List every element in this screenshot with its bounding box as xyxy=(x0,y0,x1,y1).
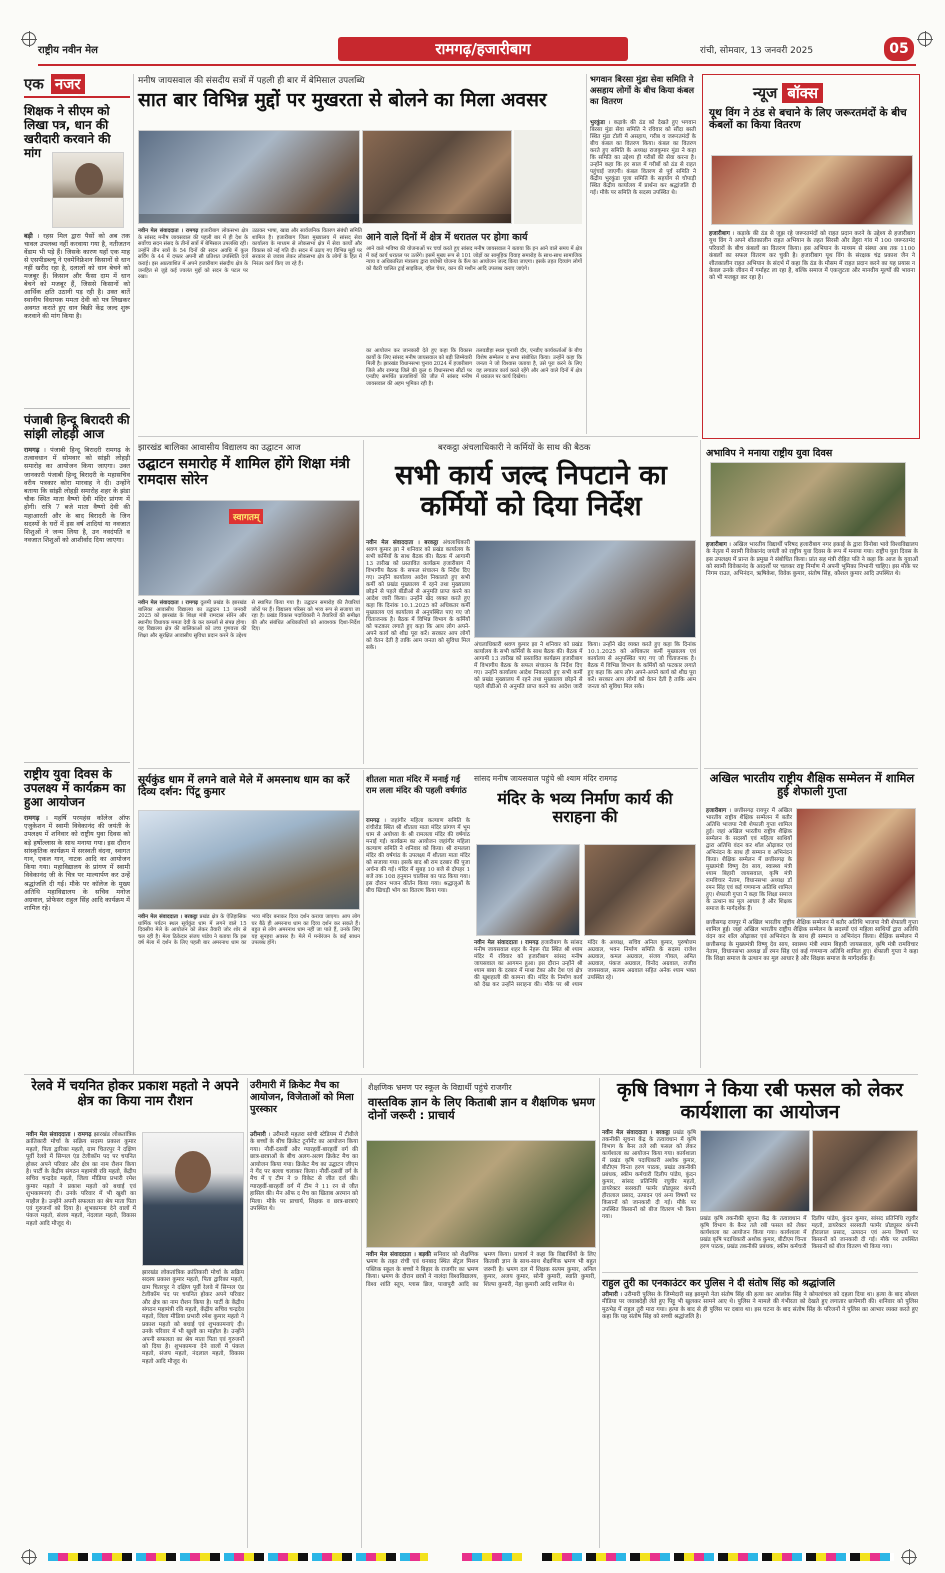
page-number: 05 xyxy=(884,37,914,61)
shaikshik-text-cont: छत्तीसगढ़ रायपुर में अखिल भारतीय राष्ट्रीय शैक्षिक सम्मेलन में बतौर अतिथि भाजपा नेत्री शेफाली गुप्ता शामिल हुई। जहां अखिल भारतीय राष्ट्रीय शैक्षिक सम्मेलन के सदस्यों एवं महिला साथियों द्वारा अतिथि वंदन कर शॉल ओढ़ाकर एवं अभिनंदन के साथ ही सम्मान व अभिनंदन किया। शैक्षिक सम्मेलन में छत्तीसगढ़ के मुख्यमंत्री विष्णु देव साय, स्वास्थ्य मंत्री श्याम बिहारी जायसवाल, कृषि मंत्री रामविचार नेताम, विधानसभा अध्यक्ष डॉ रमन सिंह एवं कई गणमान्य अतिथि शामिल हुए। शेफाली गुप्ता ने कहा कि शिक्षा समाज के उत्थान का मूल आधार है और शिक्षक समाज के मार्गदर्शक हैं। xyxy=(706,920,918,963)
bhraman-text: सनिवार को शैक्षणिक भ्रमण के तहत रांची एवं धनबाद स्थित सेंट्रल मिशन पब्लिक स्कूल के बच्चों ने बिहार के राजगीर का भ्रमण किया। भ्रमण के दौरान छात्रों ने नालंदा विश्वविद्यालय, विश्व शांति स्तूप, ग्लास ब्रिज, पावापुरी आदि का भ्रमण किया। प्राचार्य ने कहा कि विद्यार्थियों के लिए किताबी ज्ञान के साथ-साथ शैक्षणिक भ्रमण भी बहुत जरूरी है। भ्रमण दल में शिक्षक सत्यम कुमार, अनिल कुमार, अजय कुमार, सोनी कुमारी, स्वाति कुमारी, शिल्पा कुमारी, नेहा कुमारी आदि शामिल थे। xyxy=(366,1252,596,1288)
lead-col-2 xyxy=(252,228,362,428)
bhraman-byline: नवीन मेल संवाददाता । बड़की xyxy=(366,1252,431,1258)
news-box xyxy=(702,74,920,439)
cricket-place: उरीमारी xyxy=(250,1132,266,1138)
news-box-text: कड़ाके की ठंड से जूझ रहे जरूरतमंदों को राहत प्रदान करने के उद्देश्य से हजारीबाग यूथ विंग ने अपने शीतकालीन राहत अभियान के तहत सिरसी और डेंहुरा गांव में 100 जरूरतमंद परिवारों के बीच कंबलों का वितरण किया। इस अभियान के माध्यम से संस्था अब तक 1100 कंबलों का सफल वितरण कर चुकी है। हजारीबाग यूथ विंग के संरक्षक चंद्र प्रकाश जैन ने शीतकालीन राहत अभियान के संदर्भ में कहा कि ठंड के मौसम में राहत प्रदान करने का यह प्रयास न केवल उनके जीवन में गर्माहट ला रहा है, बल्कि समाज में एकजुटता और मानवीय मूल्यों की भावना को भी मजबूत कर रहा है। xyxy=(709,231,915,282)
krishi-col-1 xyxy=(602,1130,696,1268)
barkagaon-col-2 xyxy=(474,642,696,762)
udghatan-divider xyxy=(363,440,364,764)
sheetla-place: रामगढ़ xyxy=(366,818,380,824)
masthead xyxy=(38,36,916,62)
udghatan-kicker: झारखंड बालिका आवासीय विद्यालय का उद्घाटन आज xyxy=(138,443,301,453)
krishi-col-2 xyxy=(700,1216,918,1268)
mid-rule-1 xyxy=(138,768,698,769)
ek-nazar-item-1-place: बड़ी xyxy=(24,232,33,240)
rahul-headline: राहुल तुरी का एनकाउंटर कर पुलिस ने दी संतोष सिंह को श्रद्धांजलि xyxy=(602,1278,836,1289)
bhagwan-title: भगवान बिरसा मुंडा सेवा समिति ने असहाय लोगों के बीच किया कंबल का वितरण xyxy=(590,74,695,106)
left-column-divider xyxy=(133,74,134,1074)
masthead-logo: राष्ट्रीय नवीन मेल xyxy=(38,45,98,56)
barkagaon-kicker: बरकट्ठा अंचलाधिकारी ने कर्मियों के साथ की बैठक xyxy=(438,443,591,453)
krishi-headline: कृषि विभाग ने किया रबी फसल को लेकर कार्यशाला का आयोजन xyxy=(617,1079,903,1123)
section-title: रामगढ़/हजारीबाग xyxy=(435,40,531,58)
mandir-text: हजारीबाग के सांसद मनीष जायसवाल शहर के नेहरू रोड स्थित श्री श्याम मंदिर में रविवार को हजारीबाग सांसद मनीष जायसवाल का आगमन हुआ। इस दौरान उन्होंने श्री श्याम बाबा के दरबार में माथा टेका और देश एवं क्षेत्र की खुशहाली की कामना की। मंदिर के निर्माण कार्य को देख कर उन्होंने सराहना की। मौके पर श्री श्याम मंदिर के अध्यक्ष, सचिव अनिल कुमार, पुरुषोत्तम अग्रवाल, भवन निर्माण समिति के सदस्य राजेश अग्रवाल, कमल अग्रवाल, संजय गोयल, अमित अग्रवाल, पंकज अग्रवाल, विनोद अग्रवाल, राजीव जायसवाल, सत्यम अग्रवाल सहित अनेक श्याम भक्त उपस्थित रहे। xyxy=(474,940,696,988)
udghatan-photo xyxy=(138,500,360,596)
lead-col-5 xyxy=(476,348,582,428)
lead-col-1 xyxy=(138,228,248,428)
ek-nazar-item-1-text: रहस मिल द्वारा पैसों को अब तक चावल उपलब्ध नहीं करवाया गया है, नतीजतन वेंडाम भी पड़े हैं। जिसके कारण यहाँ एक माह से एसपीडब्ल्यू ने एवमेनिफ्रेशन किसानों से धान नहीं खरीद रहा है, दलालों को धान बेचने को मजबूर हैं। किसान और फैंसा दाम में धान बेचने को मजबूर हैं, जिससे किसानों को आर्थिक क्षति उठानी पड़ रही है। उक्त बातें स्थानीय विधायक ममता देवी को पत्र लिखकर अवगत कराते हुए धान बिक्री केंद्र जल्द शुरू करवाने की मांग किया है। xyxy=(24,232,130,320)
color-swatch-row-center xyxy=(462,1553,522,1561)
lead-body-2: उठाकर भाषा, खाद्य और सार्वजनिक वितरण संबंधी समिति शामिल है। हजारीबाग जिला मुख्यालय में सांसद सेवा कार्यालय के माध्यम से लोकसभा क्षेत्र में सेवा कार्यों और विकास को नई गति दी। सदन में उठाए गए विभिन्न मुद्दों पर सरकार से जवाब लेकर लोकसभा क्षेत्र के लोगों के हित में निरंतर कार्य किए जा रहे हैं। xyxy=(252,228,362,267)
shaikshik-place: हजारीबाग xyxy=(706,808,727,814)
sheetla-text: जहांगीर महिला कल्याण समिति के रांचीरोड स्थित श्री शीतला माता मंदिर प्रांगण में भूम धाम से अयोध्या के श्री रामलला मंदिर की वर्षगांठ मनाई गई। कार्यक्रम का आयोजन जहांगीर महिला कल्याण समिति ने शनिवार को किया। श्री रामलला मंदिर की वर्षगांठ के उपलक्ष्य में शीतला माता मंदिर को सजाया गया। इसके बाद श्री राम दरबार की पूजा अर्चना की गई। मंदिर में सुबह 10 बजे से दोपहर 1 बजे तक 108 हनुमान चालीसा का पाठ किया गया। इस दौरान भजन कीर्तन किया गया। श्रद्धालुओं के बीच खिचड़ी भोग का वितरण किया गया। xyxy=(366,818,470,894)
udghatan-byline: नवीन मेल संवाददाता । रामगढ़ xyxy=(138,600,198,606)
news-box-label-b: बॉक्स xyxy=(782,83,823,103)
railway-text: झारखंड लोकतांत्रिक क्रांतिकारी मोर्चा के सक्रिय सदस्य प्रकाश कुमार महतो, पिता द्वारिका महतो, ग्राम चितरपुर ने दक्षिण पूर्वी रेलवे में सिग्नल एंड टेलीकॉम पद पर चयनित होकर अपने परिवार और क्षेत्र का नाम रौशन किया है। पार्टी के केंद्रीय संगठन महामंत्री रवि महतो, केंद्रीय सचिव चन्द्रदेव महतो, जिला मीडिया प्रभारी रमेश कुमार महतो ने प्रकाश महतो को बधाई एवं शुभकामनाएं दी। उनके परिवार में भी खुशी का माहौल है। उन्होंने अपनी सफलता का श्रेय माता पिता एवं गुरुजनों को दिया है। शुभकामना देने वालों में पंकज महतो, संजय महतो, नंदलाल महतो, विकास महतो आदि मौजूद थे। xyxy=(26,1132,136,1227)
lead-event-photo xyxy=(138,130,360,224)
mandir-kicker: सांसद मनीष जायसवाल पहुंचे श्री श्याम मंदिर रामगढ़ xyxy=(474,774,618,783)
suryakund-text: प्रखंड क्षेत्र के ऐतिहासिक धार्मिक पर्यटन स्थल सूर्यकुंड धाम में लगने वाले 15 दिवसीय मेले के आयोजन को लेकर तैयारी जोर शोर से चल रही है। मेला ठिकेदार संजय पांडेय ने बताया कि इस वर्ष मेला में दर्शन के लिए पहली बार अमरनाथ धाम का भव्य मंदिर बनाकर दिव्य दर्शन कराया जाएगा। आप लोग घर बैठे ही अमरनाथ धाम का दिव्य दर्शन कर सकते हैं। बहुत से लोग अमरनाथ धाम नहीं जा पाते हैं, उनके लिए यह सुनहरा अवसर है। मेले में मनोरंजन के कई साधन उपलब्ध होंगे। xyxy=(138,914,360,947)
prakash-mahto-portrait xyxy=(142,1132,244,1266)
color-swatch-row-right xyxy=(542,1553,894,1561)
news-box-place: हजारीबाग xyxy=(709,231,730,237)
bottom-row-rule xyxy=(24,1074,918,1075)
udghatan-body xyxy=(138,600,360,762)
suryakund-headline: सूर्यकुंड धाम में लगने वाले मेले में अमस्नाथ धाम का करें दिव्य दर्शन: पिंटू कुमार xyxy=(138,774,350,799)
krishi-workshop-photo-1 xyxy=(700,1130,810,1212)
section-bar xyxy=(338,37,628,61)
suryakund-byline: नवीन मेल संवाददाता । बरकट्ठा xyxy=(138,914,198,920)
shaikshik-body-main xyxy=(706,920,918,1066)
lead-body-4: का आयोजन कर जानकारी देते हुए कहा कि विकास कार्यों के लिए सांसद मनीष जायसवाल को बड़ी जिम्मेवारी मिली है। झारखंड विधानसभा चुनाव 2024 में हजारीबाग जिले और रामगढ़ जिले की कुल 6 विधानसभा सीटों पर एनडीए समर्थित प्रत्याशियों की जीत में सांसद मनीष जायसवाल की अहम भूमिका रही है। xyxy=(366,348,472,387)
barkagaon-text: अंचलाधिकारी श्रवण कुमार झा ने शनिवार को प्रखंड कार्यालय के सभी कर्मियों के साथ बैठक की। बैठक में आगामी 13 तारीख को प्रस्तावित कार्यक्रम हजारीबाग में विभागीय बैठक के सफल संचालन के निर्देश दिए गए। उन्होंने कार्यालय आदेश निकालते हुए सभी कर्मी को प्रखंड मुख्यालय में रहने तथा मुख्यालय छोड़ने से पहले बीडीओ से अनुमति प्राप्त करने का आदेश जारी किया। उन्होंने खेद व्यक्त करते हुए कहा कि दिनांक 10.1.2025 को अधिकतर कर्मी मुख्यालय एवं कार्यालय से अनुपस्थित पाए गए जो चिंताजनक है। बैठक में विभिन्न विभाग के कर्मियों को फटकार लगाते हुए कहा कि आप लोग अपने-अपने कार्य को शीघ्र पूरा करें। सरकार आप लोगों को वेतन देती है ताकि आम जनता को सुविधा मिल सके। xyxy=(366,540,470,651)
mandir-body xyxy=(474,940,696,1066)
cricket-body: उरीमारी । उरीमारी महतरा सांची स्टेडियम में टीवीजे के बच्चों के बीच क्रिकेट टूर्नामेंट का आयोजन किया गया। नौवीं-दसवीं और ग्यारहवीं-बारहवीं वर्ग की छात्र-छात्राओं के बीच अलग-अलग क्रिकेट मैच का आयोजन किया गया। क्रिकेट मैच का उद्घाटन जीएम ने गेंद पर बल्ला चलाकर किया। नौवीं-दसवीं वर्ग के मैच में ए टीम ने 9 विकेट से जीत दर्ज की। ग्यारहवीं-बारहवीं वर्ग में टीम ने 11 रन से जीत हासिल की। मैन ऑफ द मैच का खिताब अरमान को मिला। मौके पर प्राचार्य, शिक्षक व छात्र-छात्राएं उपस्थित थे। xyxy=(250,1132,359,1213)
ek-nazar-item-3-text: महर्षि परमहंस कॉलेज ऑफ एजुकेशन में स्वामी विवेकानंद की जयंती के उपलक्ष्य में शनिवार को राष्ट्रीय युवा दिवस को बड़े हर्षोल्लास के साथ मनाया गया। इस दौरान सांस्कृतिक कार्यक्रम में सरस्वती वंदना, स्वागत गान, एकल गान, नाटक आदि का आयोजन किया गया। महाविद्यालय के प्रांगण में स्वामी विवेकानंद जी के चित्र पर माल्यार्पण कर उन्हें श्रद्धांजलि दी गई। मौके पर कॉलेज के मुख्य अतिथि महाविद्यालय के सचिव मनोज अग्रवाल, प्रोफेसर राहुल सिंह आदि कार्यक्रम में शामिल रहे। xyxy=(24,814,130,913)
barkagaon-col-1 xyxy=(366,540,470,762)
ek-nazar-item-3-body: रामगढ़ । महर्षि परमहंस कॉलेज ऑफ एजुकेशन में स्वामी विवेकानंद की जयंती के उपलक्ष्य में शनिवार को राष्ट्रीय युवा दिवस को बड़े हर्षोल्लास के साथ मनाया गया। इस दौरान सांस्कृतिक कार्यक्रम में सरस्वती वंदना, स्वागत गान, एकल गान, नाटक आदि का आयोजन किया गया। महाविद्यालय के प्रांगण में स्वामी विवेकानंद जी के चित्र पर माल्यार्पण कर उन्हें श्रद्धांजलि दी गई। मौके पर कॉलेज के मुख्य अतिथि महाविद्यालय के सचिव मनोज अग्रवाल, प्रोफेसर राहुल सिंह आदि कार्यक्रम में शामिल रहे। xyxy=(24,814,130,913)
krishi-byline: नवीन मेल संवाददाता । बरकट्ठा xyxy=(602,1130,670,1136)
sheetla-divider xyxy=(363,770,364,1068)
ek-nazar-label-b: नजर xyxy=(51,74,85,94)
barkagaon-byline: नवीन मेल संवाददाता । बरकट्ठा xyxy=(366,540,439,546)
bhraman-headline: वास्तविक ज्ञान के लिए किताबी ज्ञान व शैक्षणिक भ्रमण दोनों जरूरी : प्राचार्य xyxy=(368,1095,595,1123)
shaikshik-stage-photo xyxy=(796,808,916,918)
news-box-label xyxy=(753,83,823,103)
color-swatch-row-left xyxy=(48,1553,428,1561)
mandir-byline: नवीन मेल संवाददाता । रामगढ़ xyxy=(474,940,539,946)
lead-col-4 xyxy=(366,348,472,428)
lead-body-5: तलवडीहा स्थल चुनावी दौर, एनडीए कार्यकर्ताओं के बीच विशेष सम्मेलन व सभा संबोधित किया। उन्होंने कहा कि जनता ने जो विश्वास जताया है, उसे पूरा करने के लिए वह लगातार कार्य करते रहेंगे और आने वाले दिनों में क्षेत्र में धरातल पर कार्य दिखेगा। xyxy=(476,348,582,381)
ek-nazar-item-2-title: पंजाबी हिन्दू बिरादरी की सांझी लोहड़ी आज xyxy=(24,413,130,441)
railway-col-2 xyxy=(142,1270,244,1548)
news-box-body: हजारीबाग । कड़ाके की ठंड से जूझ रहे जरूरतमंदों को राहत प्रदान करने के उद्देश्य से हजारीबाग यूथ विंग ने अपने शीतकालीन राहत अभियान के तहत सिरसी और डेंहुरा गांव में 100 जरूरतमंद परिवारों के बीच कंबलों का वितरण किया। इस अभियान के माध्यम से संस्था अब तक 1100 कंबलों का सफल वितरण कर चुकी है। हजारीबाग यूथ विंग के संरक्षक चंद्र प्रकाश जैन ने शीतकालीन राहत अभियान के संदर्भ में कहा कि ठंड के मौसम में राहत प्रदान करने का यह प्रयास न केवल उनके जीवन में गर्माहट ला रहा है, बल्कि समाज में एकजुटता और मानवीय मूल्यों की भावना को भी मजबूत कर रहा है। xyxy=(709,231,915,282)
mandir-group-photo xyxy=(584,844,696,936)
mandir-visit-photo xyxy=(476,844,580,936)
bhraman-body xyxy=(366,1252,596,1548)
barkagaon-text-cont: अंचलाधिकारी श्रवण कुमार झा ने शनिवार को प्रखंड कार्यालय के सभी कर्मियों के साथ बैठक की। बैठक में आगामी 13 तारीख को प्रस्तावित कार्यक्रम हजारीबाग में विभागीय बैठक के सफल संचालन के निर्देश दिए गए। उन्होंने कार्यालय आदेश निकालते हुए सभी कर्मी को प्रखंड मुख्यालय में रहने तथा मुख्यालय छोड़ने से पहले बीडीओ से अनुमति प्राप्त करने का आदेश जारी किया। उन्होंने खेद व्यक्त करते हुए कहा कि दिनांक 10.1.2025 को अधिकतर कर्मी मुख्यालय एवं कार्यालय से अनुपस्थित पाए गए जो चिंताजनक है। बैठक में विभिन्न विभाग के कर्मियों को फटकार लगाते हुए कहा कि आप लोग अपने-अपने कार्य को शीघ्र पूरा करें। सरकार आप लोगों को वेतन देती है ताकि आम जनता को सुविधा मिल सके। xyxy=(474,642,696,690)
udghatan-headline: उद्घाटन समारोह में शामिल होंगे शिक्षा मंत्री रामदास सोरेन xyxy=(138,456,350,489)
students-group-photo xyxy=(366,1140,596,1248)
lead-kicker: मनीष जायसवाल की संसदीय सत्रों में पहली ही बार में बेमिसाल उपलब्धि xyxy=(138,76,365,86)
lead-body-3: आने वाले भविष्य की योजनाओं पर चर्चा करते हुए सांसद मनीष जायसवाल ने बताया कि इन आने वाले समय में क्षेत्र में कई कार्य धरातल पर उतरेंगे। इसमें मुख्य रूप से 101 जोड़ों का सामूहिक विवाह समारोह के साथ-साथ सामाजिक न्याय व अधिकारिता मंत्रालय द्वारा वयोश्री योजना के कैंप का आयोजन जल्द किया जाएगा। इसके तहत दिव्यांग लोगों को बैटरी चालित ट्राई साइकिल, व्हील चेयर, कान की मशीन आदि उपलब्ध कराए जाएंगे। xyxy=(366,246,582,272)
ek-nazar-item-2-place: रामगढ़ xyxy=(24,446,40,454)
cricket-headline: उरीमारी में क्रिकेट मैच का आयोजन, विजेताओं को मिला पुरस्कार xyxy=(250,1080,354,1115)
railway-headline: रेलवे में चयनित होकर प्रकाश महतो ने अपने क्षेत्र का किया नाम रौशन xyxy=(31,1079,239,1109)
blanket-distribution-photo xyxy=(711,155,913,225)
abhavip-bottom-rule xyxy=(704,768,918,769)
railway-col-1 xyxy=(26,1132,136,1548)
news-box-label-a: न्यूज xyxy=(753,84,778,102)
bhagwan-body: भुरकुंडा । कड़ाके की ठंड को देखते हुए भगवान बिरसा मुंडा सेवा समिति ने रविवार को सौंदा बस्ती स्थित मुंडा टोली में असहाय, गरीब व जरूरतमंदों के बीच कंबल का वितरण किया। कंबल का वितरण करते हुए समिति के अध्यक्ष राजकुमार मुंडा ने कहा कि समिति का उद्देश्य ही गरीबों की सेवा करना है। उन्होंने कहा कि हर साल में गरीबों को ठंड से राहत पहुंचाई जाएगी। कंबल वितरण से पूर्व समिति ने केंद्रीय भुरकुंडा पूजा समिति के सहयोग से चोपाड़ी स्थित केंद्रीय कार्यालय में प्रार्थना कर श्रद्धांजलि दी गई। मौके पर समिति के सदस्य उपस्थित थे। xyxy=(590,120,696,196)
farmer-portrait-photo xyxy=(52,152,124,228)
lead-col-3 xyxy=(366,246,582,344)
welcome-banner: स्वागतम् xyxy=(229,509,263,524)
dateline: रांची, सोमवार, 13 जनवरी 2025 xyxy=(700,46,814,56)
lead-byline: नवीन मेल संवाददाता । रामगढ़ xyxy=(138,228,199,234)
bhagwan-divider xyxy=(586,74,587,434)
ek-nazar-item-2-text: पंजाबी हिन्दू बिरादरी रामगढ़ के तत्वावधान में सोमवार को सांझी लोहड़ी समारोह का आयोजन किया जाएगा। उक्त जानकारी पंजाबी हिन्दू बिरादरी के महासचिव वरीय पत्रकार कोरा मारवाह ने दी। उन्होंने बताया कि सांझी लोहड़ी समारोह शहर के झंडा चौक स्थित माता वैष्णो देवी मंदिर प्रांगण में होगी। रात्रि 7 बजे माता वैष्णो देवी की महाआरती और के बाद बिरादरी के जिन सदस्यों के घरों में इस वर्ष शादियां या नवजात शिशुओं ने जन्म लिया है, उन नवदंपति व नवजात शिशुओं को आशीर्वाद दिया जाएगा। xyxy=(24,446,130,545)
mandir-headline: मंदिर के भव्य निर्माण कार्य की सराहना की xyxy=(497,789,673,827)
railway-divider xyxy=(247,1078,248,1548)
rahul-body: उरीमारी । उरीमारी पुलिस के जिम्मेदारी सह झामुमो नेता संतोष सिंह की हत्या कर आलोक सिंह ने कोयलांचल को दहला दिया था। हत्या के बाद सोशल मीडिया पर जवाबदेही लेते हुए पिट्टू भी खुलकर सामने आए थे। पुलिस ने मामले की गंभीरता को देखते हुए लगातार छापेमारी की। शनिवार को पुलिस मुठभेड़ में राहुल तुरी मारा गया। हत्या के बाद से ही पुलिस पर दबाव था। इस घटना के बाद संतोष सिंह के परिजनों ने पुलिस का आभार व्यक्त करते हुए कहा कि यह संतोष सिंह को सच्ची श्रद्धांजलि है। xyxy=(602,1292,918,1321)
bhraman-divider xyxy=(599,1078,600,1548)
cricket-divider xyxy=(361,1078,362,1548)
ek-nazar-label-a: एक xyxy=(24,75,44,93)
shaikshik-title: अखिल भारतीय राष्ट्रीय शैक्षिक सम्मेलन में शामिल हुई शेफाली गुप्ता xyxy=(709,771,915,799)
ek-nazar-item-3-title: राष्ट्रीय युवा दिवस के उपलक्ष्य में कार्यक्रम का हुआ आयोजन xyxy=(24,767,126,809)
bhagwan-text: कड़ाके की ठंड को देखते हुए भगवान बिरसा मुंडा सेवा समिति ने रविवार को सौंदा बस्ती स्थित मुंडा टोली में असहाय, गरीब व जरूरतमंदों के बीच कंबल का वितरण किया। कंबल का वितरण करते हुए समिति के अध्यक्ष राजकुमार मुंडा ने कहा कि समिति का उद्देश्य ही गरीबों की सेवा करना है। उन्होंने कहा कि हर साल में गरीबों को ठंड से राहत पहुंचाई जाएगी। कंबल वितरण से पूर्व समिति ने केंद्रीय भुरकुंडा पूजा समिति के सहयोग से चोपाड़ी स्थित केंद्रीय कार्यालय में प्रार्थना कर श्रद्धांजलि दी गई। मौके पर समिति के सदस्य उपस्थित थे। xyxy=(590,120,696,196)
sheetla-kicker: शीतला माता मंदिर में मनाई गई राम लला मंदिर की पहली वर्षगांठ xyxy=(366,774,467,795)
print-color-strip xyxy=(22,1552,922,1562)
masthead-rule xyxy=(38,64,916,66)
suryakund-body xyxy=(138,914,360,1066)
krishi-text: प्रखंड कृषि तकनीकी सूचना केंद्र के तत्वावधान में कृषि विभाग के बैनर तले रबी फसल को लेकर कार्यशाला का आयोजन किया गया। कार्यशाला में प्रखंड कृषि पदाधिकारी अशोक कुमार, बीटीएम चिन्ता हरण पाठक, प्रखंड तकनीकी प्रबंधक, स्कीम कर्मचारी दिलीप पांडेय, कुंदन कुमार, सांसद प्रतिनिधि रघुवीर महतो, डायरेक्टर सरस्वती फार्मर प्रोड्यूसर कंपनी हीरालाल प्रसाद, उत्पादन एवं अन्य विषयों पर किसानों को जानकारी दी गई। मौके पर उपस्थित किसानों को बीज वितरण भी किया गया। xyxy=(602,1130,696,1220)
ek-nazar-item-3-place: रामगढ़ xyxy=(24,814,40,822)
lead-bottom-rule xyxy=(138,436,698,437)
suryakund-temple-photo xyxy=(138,810,360,910)
right-col-divider xyxy=(700,440,701,1068)
barkagaon-headline: सभी कार्य जल्द निपटाने का कर्मियों को दिया निर्देश xyxy=(395,460,667,523)
abhavip-text: अखिल भारतीय विद्यार्थी परिषद हजारीबाग नगर इकाई के द्वारा विनोबा भावे विश्वविद्यालय के नेतृत्व में स्वामी विवेकानंद जयंती को राष्ट्रीय युवा दिवस के रूप में मनाया गया। राष्ट्रीय युवा दिवस के इस उपलक्ष्य में प्रान्त के प्रमुख ने संबोधित किया। प्रांत सह मंत्री रोहित पति ने कहा कि आज के युवाओं को स्वामी विवेकानंद के आदर्शों पर चलकर राष्ट्र निर्माण में अपनी भूमिका निभानी चाहिए। इस मौके पर निगम राउत, अभिनंदन, ऋषिकेश, विवेक कुमार, संतोष सिंह, कौशल कुमार आदि उपस्थित थे। xyxy=(706,542,918,578)
krishi-workshop-photo-2 xyxy=(812,1130,918,1212)
lead-headline: सात बार विभिन्न मुद्दों पर मुखरता से बोलने का मिला अवसर xyxy=(138,89,547,111)
abhavip-group-photo xyxy=(710,462,906,537)
bhraman-kicker: शैक्षणिक भ्रमण पर स्कूल के विद्यार्थी पहुंचे राजगीर xyxy=(368,1083,512,1092)
krishi-bottom-rule xyxy=(602,1272,918,1273)
barkagaon-meeting-photo xyxy=(474,540,696,638)
udghatan-text: दुलमी प्रखंड के झारखंड बालिका आवासीय विद्यालय का उद्घाटन 13 जनवरी 2025 को झारखंड के शिक्षा मंत्री रामदास सोरेन और स्थानीय विधायक ममता देवी के कर कमलों से संपन्न होगा। यह विद्यालय क्षेत्र की बालिकाओं को उच्च गुणवत्ता की शिक्षा और सुरक्षित आवासीय सुविधा प्रदान करने के उद्देश्य से स्थापित किया गया है। उद्घाटन समारोह की तैयारियां जोरों पर हैं। विद्यालय परिसर को भव्य रूप से सजाया जा रहा है। प्रखंड विकास पदाधिकारी ने तैयारियों की समीक्षा की और संबंधित अधिकारियों को आवश्यक दिशा-निर्देश दिए। xyxy=(138,600,360,639)
lead-body-1: हजारीबाग लोकसभा क्षेत्र के सांसद मनीष जायसवाल की पहली बार में ही देश के सर्वोच्च सदन संसद के तीनों सत्रों में बेमिसाल उपलब्धि रही। उन्होंने तीन सत्रों के 54 दिनों की सदन अवधि में कुल सर्विंग के 44 में दफ्तर अपनी सौ प्रतिशत उपस्थिति दर्ज कराई। इस अप्रत्याशित में अपने हजारीबाग संसदीय क्षेत्र के जनहित से जुड़े कई ज्वलंत मुद्दों को सदन के पटल पर रखा। xyxy=(138,228,248,281)
abhavip-body: हजारीबाग । अखिल भारतीय विद्यार्थी परिषद हजारीबाग नगर इकाई के द्वारा विनोबा भावे विश्वविद्यालय के नेतृत्व में स्वामी विवेकानंद जयंती को राष्ट्रीय युवा दिवस के रूप में मनाया गया। राष्ट्रीय युवा दिवस के इस उपलक्ष्य में प्रान्त के प्रमुख ने संबोधित किया। प्रांत सह मंत्री रोहित पति ने कहा कि आज के युवाओं को स्वामी विवेकानंद के आदर्शों पर चलकर राष्ट्र निर्माण में अपनी भूमिका निभानी चाहिए। इस मौके पर निगम राउत, अभिनंदन, ऋषिकेश, विवेक कुमार, संतोष सिंह, कौशल कुमार आदि उपस्थित थे। xyxy=(706,542,918,578)
sheetla-body: रामगढ़ । जहांगीर महिला कल्याण समिति के रांचीरोड स्थित श्री शीतला माता मंदिर प्रांगण में भूम धाम से अयोध्या के श्री रामलला मंदिर की वर्षगांठ मनाई गई। कार्यक्रम का आयोजन जहांगीर महिला कल्याण समिति ने शनिवार को किया। श्री रामलला मंदिर की वर्षगांठ के उपलक्ष्य में शीतला माता मंदिर को सजाया गया। इसके बाद श्री राम दरबार की पूजा अर्चना की गई। मंदिर में सुबह 10 बजे से दोपहर 1 बजे तक 108 हनुमान चालीसा का पाठ किया गया। इस दौरान भजन कीर्तन किया गया। श्रद्धालुओं के बीच खिचड़ी भोग का वितरण किया गया। xyxy=(366,818,470,894)
cricket-text: उरीमारी महतरा सांची स्टेडियम में टीवीजे के बच्चों के बीच क्रिकेट टूर्नामेंट का आयोजन किया गया। नौवीं-दसवीं और ग्यारहवीं-बारहवीं वर्ग की छात्र-छात्राओं के बीच अलग-अलग क्रिकेट मैच का आयोजन किया गया। क्रिकेट मैच का उद्घाटन जीएम ने गेंद पर बल्ला चलाकर किया। नौवीं-दसवीं वर्ग के मैच में ए टीम ने 9 विकेट से जीत दर्ज की। ग्यारहवीं-बारहवीं वर्ग में टीम ने 11 रन से जीत हासिल की। मैन ऑफ द मैच का खिताब अरमान को मिला। मौके पर प्राचार्य, शिक्षक व छात्र-छात्राएं उपस्थित थे। xyxy=(250,1132,359,1213)
ek-nazar-item-1-body: बड़ी । रहस मिल द्वारा पैसों को अब तक चावल उपलब्ध नहीं करवाया गया है, नतीजतन वेंडाम भी पड़े हैं। जिसके कारण यहाँ एक माह से एसपीडब्ल्यू ने एवमेनिफ्रेशन किसानों से धान नहीं खरीद रहा है, दलालों को धान बेचने को मजबूर हैं। किसान और फैंसा दाम में धान बेचने को मजबूर हैं, जिससे किसानों को आर्थिक क्षति उठानी पड़ रही है। उक्त बातें स्थानीय विधायक ममता देवी को पत्र लिखकर अवगत कराते हुए धान बिक्री केंद्र जल्द शुरू करवाने की मांग किया है। xyxy=(24,232,130,320)
ek-nazar-column xyxy=(24,74,130,1074)
railway-text-cont: झारखंड लोकतांत्रिक क्रांतिकारी मोर्चा के सक्रिय सदस्य प्रकाश कुमार महतो, पिता द्वारिका महतो, ग्राम चितरपुर ने दक्षिण पूर्वी रेलवे में सिग्नल एंड टेलीकॉम पद पर चयनित होकर अपने परिवार और क्षेत्र का नाम रौशन किया है। पार्टी के केंद्रीय संगठन महामंत्री रवि महतो, केंद्रीय सचिव चन्द्रदेव महतो, जिला मीडिया प्रभारी रमेश कुमार महतो ने प्रकाश महतो को बधाई एवं शुभकामनाएं दी। उनके परिवार में भी खुशी का माहौल है। उन्होंने अपनी सफलता का श्रेय माता पिता एवं गुरुजनों को दिया है। शुभकामना देने वालों में पंकज महतो, संजय महतो, नंदलाल महतो, विकास महतो आदि मौजूद थे। xyxy=(142,1270,244,1365)
railway-byline: नवीन मेल संवाददाता । रामगढ़ xyxy=(26,1132,92,1138)
abhavip-place: हजारीबाग xyxy=(706,542,727,548)
ek-nazar-item-1-title: शिक्षक ने सीएम को लिखा पत्र, धान की खरीदारी करवाने की मांग xyxy=(24,104,111,160)
rahul-text: उरीमारी पुलिस के जिम्मेदारी सह झामुमो नेता संतोष सिंह की हत्या कर आलोक सिंह ने कोयलांचल को दहला दिया था। हत्या के बाद सोशल मीडिया पर जवाबदेही लेते हुए पिट्टू भी खुलकर सामने आए थे। पुलिस ने मामले की गंभीरता को देखते हुए लगातार छापेमारी की। शनिवार को पुलिस मुठभेड़ में राहुल तुरी मारा गया। हत्या के बाद से ही पुलिस पर दबाव था। इस घटना के बाद संतोष सिंह के परिजनों ने पुलिस का आभार व्यक्त करते हुए कहा कि यह संतोष सिंह को सच्ची श्रद्धांजलि है। xyxy=(602,1292,918,1321)
lead-subhead-visible: आने वाले दिनों में क्षेत्र में धरातल पर होगा कार्य xyxy=(366,232,528,243)
abhavip-title: अभाविप ने मनाया राष्ट्रीय युवा दिवस xyxy=(706,448,833,459)
lead-subhead-box xyxy=(514,130,582,224)
ek-nazar-item-2-body: रामगढ़ । पंजाबी हिन्दू बिरादरी रामगढ़ के तत्वावधान में सोमवार को सांझी लोहड़ी समारोह का आयोजन किया जाएगा। उक्त जानकारी पंजाबी हिन्दू बिरादरी के महासचिव वरीय पत्रकार कोरा मारवाह ने दी। उन्होंने बताया कि सांझी लोहड़ी समारोह शहर के झंडा चौक स्थित माता वैष्णो देवी मंदिर प्रांगण में होगी। रात्रि 7 बजे माता वैष्णो देवी की महाआरती और के बाद बिरादरी के जिन सदस्यों के घरों में इस वर्ष शादियां या नवजात शिशुओं ने जन्म लिया है, उन नवदंपति व नवजात शिशुओं को आशीर्वाद दिया जाएगा। xyxy=(24,446,130,545)
rahul-place: उरीमारी xyxy=(602,1292,618,1298)
news-box-headline: यूथ विंग ने ठंड से बचाने के लिए जरूरतमंदों के बीच कंबलों का किया वितरण xyxy=(709,107,907,132)
krishi-text-cont: प्रखंड कृषि तकनीकी सूचना केंद्र के तत्वावधान में कृषि विभाग के बैनर तले रबी फसल को लेकर कार्यशाला का आयोजन किया गया। कार्यशाला में प्रखंड कृषि पदाधिकारी अशोक कुमार, बीटीएम चिन्ता हरण पाठक, प्रखंड तकनीकी प्रबंधक, स्कीम कर्मचारी दिलीप पांडेय, कुंदन कुमार, सांसद प्रतिनिधि रघुवीर महतो, डायरेक्टर सरस्वती फार्मर प्रोड्यूसर कंपनी हीरालाल प्रसाद, उत्पादन एवं अन्य विषयों पर किसानों को जानकारी दी गई। मौके पर उपस्थित किसानों को बीज वितरण भी किया गया। xyxy=(700,1216,918,1250)
shaikshik-text: छत्तीसगढ़ रायपुर में अखिल भारतीय राष्ट्रीय शैक्षिक सम्मेलन में बतौर अतिथि भाजपा नेत्री शेफाली गुप्ता शामिल हुई। जहां अखिल भारतीय राष्ट्रीय शैक्षिक सम्मेलन के सदस्यों एवं महिला साथियों द्वारा अतिथि वंदन कर शॉल ओढ़ाकर एवं अभिनंदन के साथ ही सम्मान व अभिनंदन किया। शैक्षिक सम्मेलन में छत्तीसगढ़ के मुख्यमंत्री विष्णु देव साय, स्वास्थ्य मंत्री श्याम बिहारी जायसवाल, कृषि मंत्री रामविचार नेताम, विधानसभा अध्यक्ष डॉ रमन सिंह एवं कई गणमान्य अतिथि शामिल हुए। शेफाली गुप्ता ने कहा कि शिक्षा समाज के उत्थान का मूल आधार है और शिक्षक समाज के मार्गदर्शक हैं। xyxy=(706,808,792,912)
ek-nazar-heading xyxy=(24,74,130,98)
shaikshik-body-side: हजारीबाग । छत्तीसगढ़ रायपुर में अखिल भारतीय राष्ट्रीय शैक्षिक सम्मेलन में बतौर अतिथि भाजपा नेत्री शेफाली गुप्ता शामिल हुई। जहां अखिल भारतीय राष्ट्रीय शैक्षिक सम्मेलन के सदस्यों एवं महिला साथियों द्वारा अतिथि वंदन कर शॉल ओढ़ाकर एवं अभिनंदन के साथ ही सम्मान व अभिनंदन किया। शैक्षिक सम्मेलन में छत्तीसगढ़ के मुख्यमंत्री विष्णु देव साय, स्वास्थ्य मंत्री श्याम बिहारी जायसवाल, कृषि मंत्री रामविचार नेताम, विधानसभा अध्यक्ष डॉ रमन सिंह एवं कई गणमान्य अतिथि शामिल हुए। शेफाली गुप्ता ने कहा कि शिक्षा समाज के उत्थान का मूल आधार है और शिक्षक समाज के मार्गदर्शक हैं। xyxy=(706,808,792,912)
bhagwan-place: भुरकुंडा xyxy=(590,120,605,126)
